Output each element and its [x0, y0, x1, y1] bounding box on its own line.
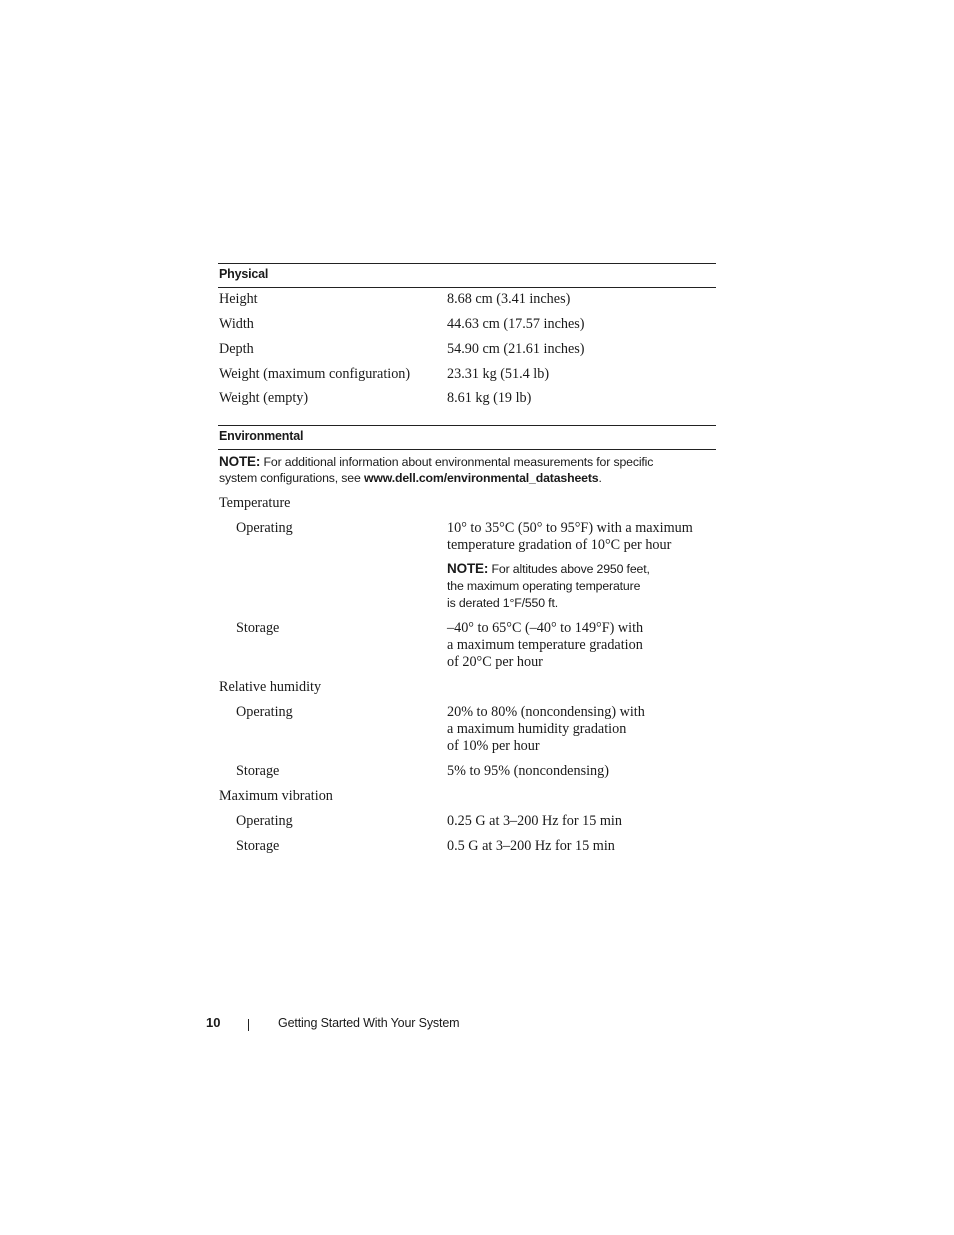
temperature-operating-line: temperature gradation of 10°C per hour	[447, 537, 672, 553]
depth-value: 54.90 cm (21.61 inches)	[447, 341, 585, 357]
environmental-note-line1	[219, 453, 653, 471]
humidity-storage-label: Storage	[236, 763, 280, 779]
humidity-label: Relative humidity	[219, 679, 322, 695]
humidity-storage-line: 5% to 95% (noncondensing)	[447, 763, 609, 779]
temperature-storage-line: of 20°C per hour	[447, 654, 543, 670]
temperature-operating-line: 10° to 35°C (50° to 95°F) with a maximum	[447, 520, 693, 536]
note-text: For additional information about environmental measurements for specific	[263, 455, 654, 469]
weight-max-value: 23.31 kg (51.4 lb)	[447, 366, 550, 382]
altitude-note-line	[447, 560, 650, 578]
footer-title: Getting Started With Your System	[278, 1016, 460, 1030]
environmental-section-heading	[218, 425, 716, 450]
weight-max-label: Weight (maximum configuration)	[219, 366, 411, 382]
temperature-label: Temperature	[219, 495, 291, 511]
width-value: 44.63 cm (17.57 inches)	[447, 316, 585, 332]
page-number: 10	[206, 1015, 221, 1030]
note-keyword: NOTE:	[219, 454, 261, 469]
temperature-storage-line: –40° to 65°C (–40° to 149°F) with	[447, 620, 644, 636]
vibration-storage-line: 0.5 G at 3–200 Hz for 15 min	[447, 838, 615, 854]
environmental-note-line2	[219, 470, 602, 487]
temperature-storage-label: Storage	[236, 620, 280, 636]
altitude-note-line: the maximum operating temperature	[447, 579, 641, 593]
weight-empty-label: Weight (empty)	[219, 390, 309, 406]
physical-section-heading	[218, 263, 716, 288]
altitude-note-text: For altitudes above 2950 feet,	[491, 562, 650, 576]
width-label: Width	[219, 316, 254, 332]
temperature-storage-line: a maximum temperature gradation	[447, 637, 643, 653]
humidity-operating-line: of 10% per hour	[447, 738, 540, 754]
vibration-operating-label: Operating	[236, 813, 293, 829]
note-text-suffix: .	[598, 471, 602, 485]
height-value: 8.68 cm (3.41 inches)	[447, 291, 571, 307]
vibration-storage-label: Storage	[236, 838, 280, 854]
temperature-operating-label: Operating	[236, 520, 293, 536]
footer-divider	[248, 1019, 249, 1031]
humidity-operating-label: Operating	[236, 704, 293, 720]
vibration-operating-line: 0.25 G at 3–200 Hz for 15 min	[447, 813, 622, 829]
note-keyword: NOTE:	[447, 561, 489, 576]
environmental-heading-text: Environmental	[219, 429, 304, 443]
humidity-operating-line: 20% to 80% (noncondensing) with	[447, 704, 645, 720]
height-label: Height	[219, 291, 258, 307]
depth-label: Depth	[219, 341, 254, 357]
physical-heading-text: Physical	[219, 267, 269, 281]
vibration-label: Maximum vibration	[219, 788, 333, 804]
datasheets-link[interactable]: www.dell.com/environmental_datasheets	[363, 471, 599, 485]
altitude-note-line: is derated 1°F/550 ft.	[447, 596, 558, 610]
humidity-operating-line: a maximum humidity gradation	[447, 721, 627, 737]
note-text-prefix: system configurations, see	[219, 471, 364, 485]
weight-empty-value: 8.61 kg (19 lb)	[447, 390, 532, 406]
